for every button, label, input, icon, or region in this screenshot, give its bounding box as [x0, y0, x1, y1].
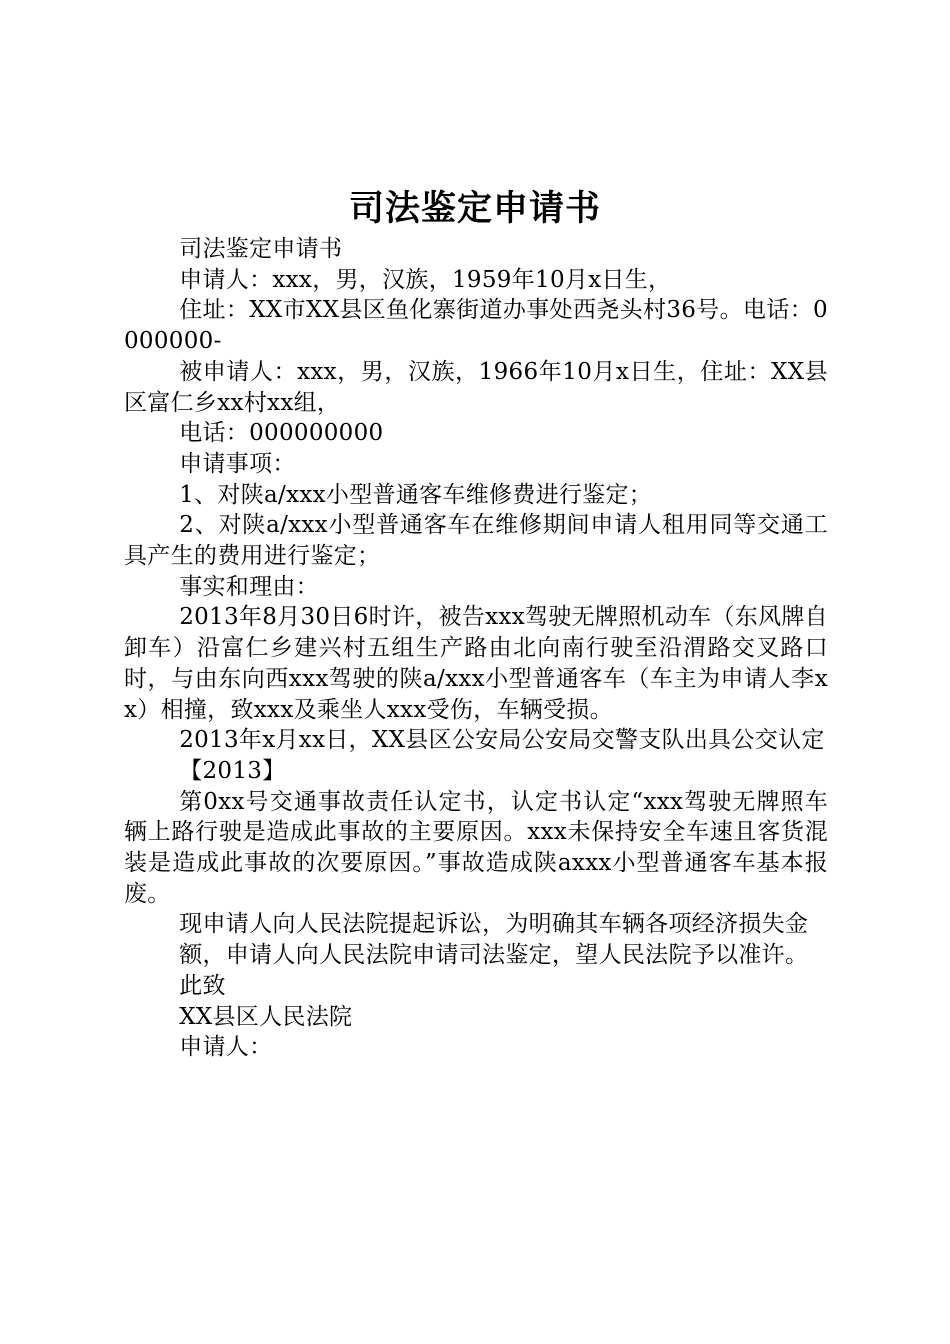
request-item-1: 1、对陕a/xxx小型普通客车维修费进行鉴定；	[179, 481, 653, 508]
applicant-info: 申请人：xxx，男，汉族，1959年10月x日生，	[179, 266, 672, 293]
document-title: 司法鉴定申请书	[348, 188, 601, 229]
appraisal-request: 额，申请人向人民法院申请司法鉴定，望人民法院予以准许。	[179, 942, 809, 969]
applicant-address: 住址：XX市XX县区鱼化寨街道办事处西尧头村36号。电话：0000000-	[124, 297, 828, 355]
signature-label: 申请人：	[179, 1034, 273, 1061]
facts-heading: 事实和理由：	[179, 573, 319, 600]
closing-salutation: 此致	[179, 972, 226, 999]
liability-determination: 第0xx号交通事故责任认定书，认定书认定“xxx驾驶无牌照车辆上路行驶是造成此事故的主要原因。xxx未保持安全车速且客货混装是造成此事故的次要原因。”事故造成陕axxx小型普通客车基本报废。	[124, 788, 828, 907]
request-items-heading: 申请事项：	[179, 450, 296, 477]
respondent-phone: 电话：000000000	[179, 420, 384, 447]
body-heading: 司法鉴定申请书	[179, 236, 343, 262]
police-determination: 2013年x月xx日，XX县区公安局公安局交警支队出具公交认定	[179, 727, 825, 754]
respondent-info: 被申请人：xxx，男，汉族，1966年10月x日生，住址：XX县区富仁乡xx村xx组，	[124, 358, 828, 416]
lawsuit-statement: 现申请人向人民法院提起诉讼，为明确其车辆各项经济损失金	[179, 911, 809, 938]
court-name: XX县区人民法院	[179, 1003, 353, 1030]
document-number-bracket: 【2013】	[179, 757, 286, 784]
document-body	[124, 234, 828, 1063]
facts-paragraph: 2013年8月30日6时许，被告xxx驾驶无牌照机动车（东风牌自卸车）沿富仁乡建兴村五组生产路由北向南行驶至沿渭路交叉路口时，与由东向西xxx驾驶的陕a/xxx小型普通客车（车主为申请人李xx）相撞，致xxx及乘坐人xxx受伤，车辆受损。	[124, 604, 828, 723]
request-item-2: 2、对陕a/xxx小型普通客车在维修期间申请人租用同等交通工具产生的费用进行鉴定；	[124, 512, 828, 570]
